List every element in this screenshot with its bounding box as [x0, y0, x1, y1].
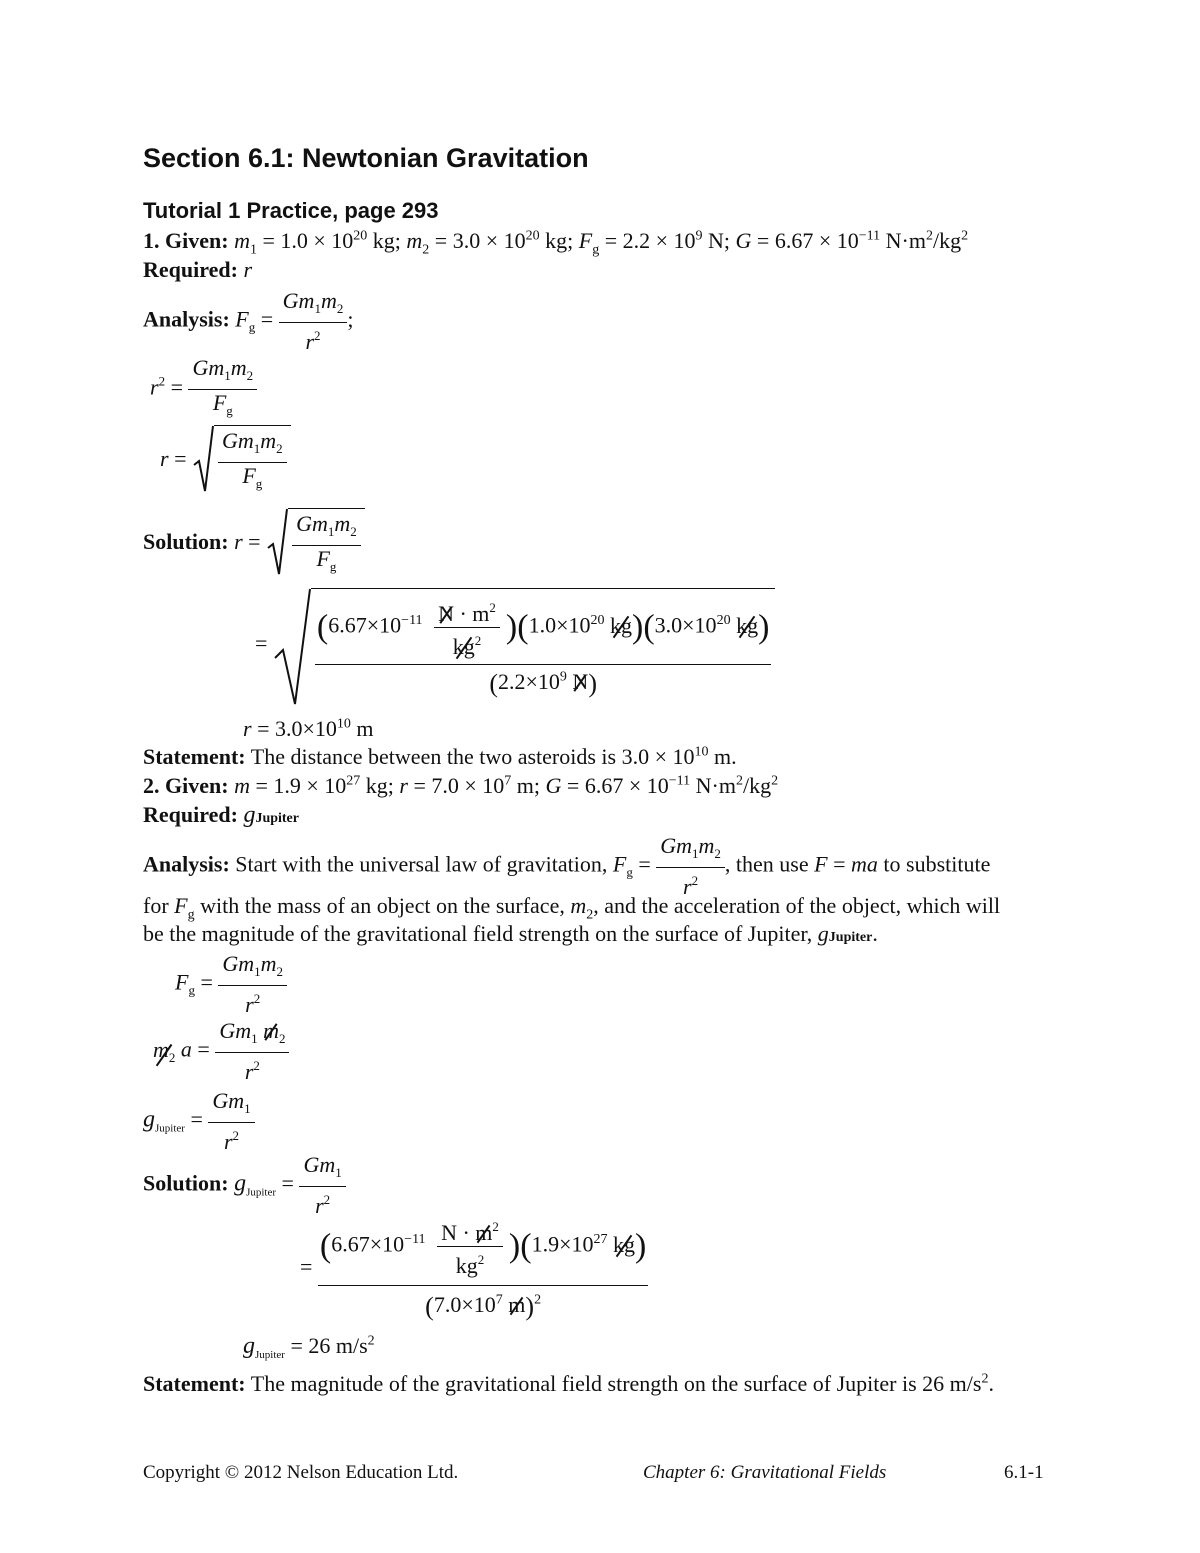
- q2-eq2: $m_2$ a = $\frac{Gm_1 m_2}{r^2}$: [153, 1018, 289, 1085]
- q2-eq1: $F_g$ = $\frac{Gm_1m_2}{r^2}$: [175, 951, 287, 1018]
- q2-analysis-intro: Start with the universal law of gravitation,: [235, 851, 608, 877]
- q1-statement-label: Statement:: [143, 744, 246, 769]
- section-title: Section 6.1: Newtonian Gravitation: [143, 143, 589, 173]
- q1-solution-label: Solution:: [143, 529, 229, 555]
- q2-statement-line: [143, 1371, 994, 1397]
- q1-substitution: = ($6.67\times 10^{-11}$ $\frac{N \cdot m^2}{kg^2}$ )($1.0\times 10^{20}$ $kg)(3.0\times 10^{20}$ kg) ($2.2\times 10^9$ N): [255, 588, 775, 699]
- q2-given-label: Given:: [165, 773, 229, 798]
- q1-given-label: Given:: [165, 228, 229, 253]
- q1-r-root-eq: r = $\frac{Gm_1m_2}{F_g}$: [160, 425, 291, 497]
- q2-eq3: $g_{Jupiter}$ = $\frac{Gm_1}{r^2}$: [143, 1088, 255, 1155]
- q2-solution-label: Solution:: [143, 1170, 229, 1196]
- q1-number: 1.: [143, 228, 160, 253]
- q2-statement-text: The magnitude of the gravitational field strength on the surface of Jupiter is 26 $m/s^2$.: [250, 1371, 994, 1396]
- q1-analysis-label: Analysis:: [143, 306, 230, 332]
- q2-number: 2.: [143, 773, 160, 798]
- q1-analysis-line: Analysis: $F_g$ = $\frac{Gm_1m_2}{r^2}$ ;: [143, 288, 354, 354]
- footer-page-number: 6.1-1: [1004, 1462, 1044, 1483]
- q2-substitution: = ($6.67\times 10^{-11}$ $\frac{N \cdot m^2}{kg^2}$ )($1.9\times 10^{27}$ kg) ($7.0\times 10^7$ m)$^2$: [300, 1212, 648, 1322]
- q1-required-value: r: [243, 257, 252, 282]
- q1-required-line: [143, 257, 252, 283]
- q1-result: $r = 3.0\times 10^{10}$ m: [243, 716, 374, 741]
- q2-analysis-line2: for $F_g$ with the mass of an object on the surface, $m_2$, and the acceleration of the object, which will: [143, 893, 1001, 923]
- q2-required-line: Required: gJupiter: [143, 802, 299, 828]
- q1-r-squared-eq: $r^2$ = $\frac{Gm_1m_2}{F_g}$: [150, 355, 257, 424]
- q1-statement-text: The distance between the two asteroids is $3.0 \times 10^{10}$ m.: [250, 744, 737, 769]
- tutorial-heading: Tutorial 1 Practice, page 293: [143, 198, 439, 223]
- q1-analysis-fraction: $\frac{Gm_1m_2}{r^2}$: [279, 288, 348, 355]
- q2-result: $g_{Jupiter} = 26$ $m/s^2$: [243, 1333, 375, 1361]
- q2-required-label: Required:: [143, 802, 238, 827]
- q2-analysis-line3: be the magnitude of the gravitational field strength on the surface of Jupiter, gJupiter.: [143, 921, 878, 946]
- q1-required-label: Required:: [143, 257, 238, 282]
- q2-statement-label: Statement:: [143, 1371, 246, 1396]
- footer-chapter: Chapter 6: Gravitational Fields: [643, 1462, 887, 1483]
- q2-given-text: $m = 1.9 \times 10^{27}$ kg; $r = 7.0 \times 10^7$ m; $G = 6.67 \times 10^{-11}$ $N\cdot m^2/kg^2$: [234, 773, 779, 798]
- q1-given-text: $m_1 = 1.0 \times 10^{20}$ kg; $m_2 = 3.0 \times 10^{20}$ kg; $F_g = 2.2 \times 10^9$ N; $G = 6.67 \times 10^{-11}$ $N\cdot m^2/kg^2$: [234, 228, 969, 258]
- q2-solution-line: Solution: $g_{Jupiter}$ = $\frac{Gm_1}{r^2}$: [143, 1152, 346, 1219]
- q2-given-line: [143, 773, 778, 799]
- q2-analysis-line: Analysis: Start with the universal law of gravitation, $F_g$ = $\frac{Gm_1m_2}{r^2}$ , then use F = ma to substitute: [143, 833, 991, 899]
- q2-analysis-label: Analysis:: [143, 851, 230, 877]
- q1-statement-line: [143, 744, 737, 770]
- q1-solution-line: Solution: r = $\frac{Gm_1m_2}{F_g}$: [143, 508, 365, 580]
- q1-given-line: [143, 228, 969, 258]
- footer-copyright: Copyright © 2012 Nelson Education Ltd.: [143, 1462, 459, 1483]
